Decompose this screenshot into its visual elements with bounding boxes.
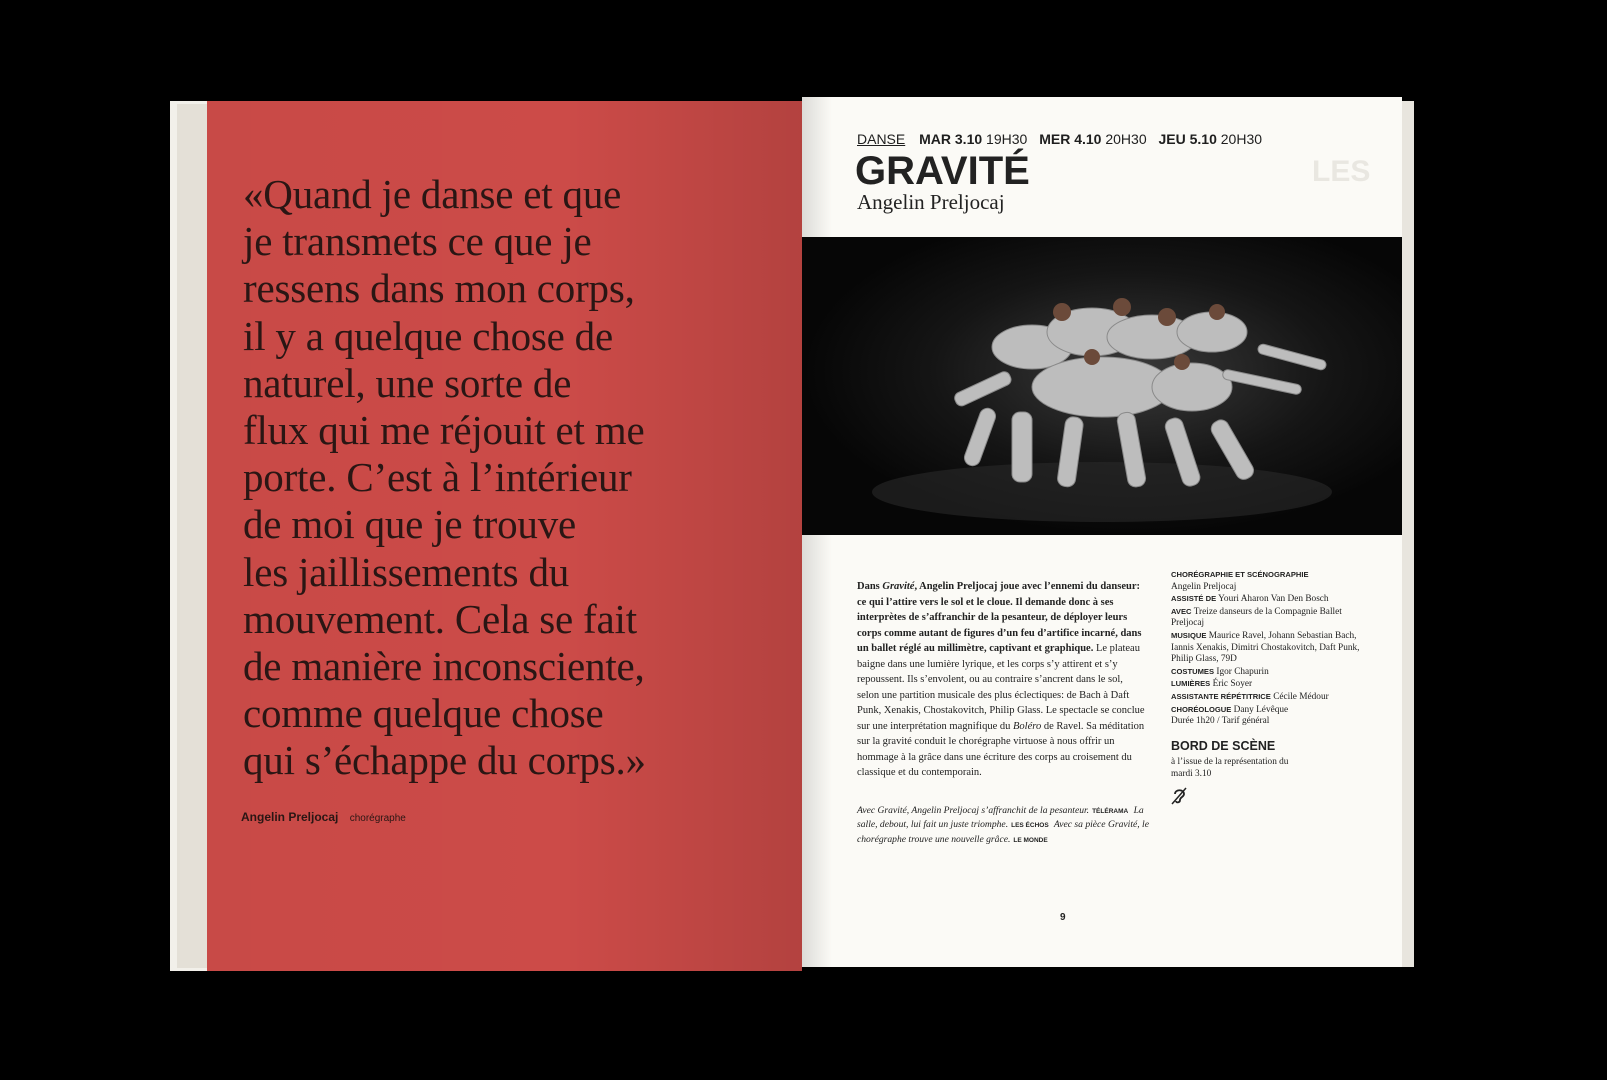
credit-value: Angelin Preljocaj <box>1171 581 1237 592</box>
credit-item <box>1171 593 1371 606</box>
credit-item <box>1171 704 1371 717</box>
bord-de-scene-title: BORD DE SCÈNE <box>1171 739 1276 753</box>
credit-label: LUMIÈRES <box>1171 679 1211 689</box>
date-day: MAR 3.10 <box>919 131 983 147</box>
credit-value: Igor Chapurin <box>1216 666 1269 677</box>
credit-item <box>1171 569 1371 593</box>
press-source: LES ÉCHOS <box>1011 822 1049 830</box>
description-body: Le plateau baigne dans une lumière lyrique, et les corps s’y attirent et s’y repoussent. Ils s’envolent, ou au contraire s’ancrent dans le sol, selon une partition musicale des plus éclectiques: de Bach à Daft Punk, Xenakis, Chostakovitch, Philip Glass. Le spectacle se conclue sur une interprétation magnifique du <box>857 643 1145 732</box>
schedule-line <box>857 131 1270 147</box>
credit-value: Cécile Médour <box>1273 691 1329 702</box>
credit-item <box>1171 678 1371 691</box>
credit-label: MUSIQUE <box>1171 630 1207 640</box>
duration-price: Durée 1h20 / Tarif général <box>1171 716 1270 726</box>
right-page-edge <box>1402 101 1414 967</box>
press-quote: Avec sa pièce Gravité, le chorégraphe trouve une nouvelle grâce. <box>857 819 1149 845</box>
dance-photo <box>802 237 1402 535</box>
show-title: GRAVITÉ <box>855 149 1030 193</box>
press-source: TÉLÉRAMA <box>1092 808 1129 815</box>
credits-list <box>1171 569 1371 716</box>
show-description <box>857 579 1147 781</box>
date-slot <box>1159 131 1263 147</box>
hearing-assist-icon <box>1171 787 1187 809</box>
quote-attribution <box>241 810 406 824</box>
credit-value: Treize danseurs de la Compagnie Ballet Preljocaj <box>1171 606 1342 629</box>
left-page <box>207 101 802 971</box>
credit-value: Youri Aharon Van Den Bosch <box>1218 594 1329 605</box>
credit-item <box>1171 666 1371 679</box>
press-quote: Avec Gravité, Angelin Preljocaj s’affranchit de la pesanteur. <box>857 805 1090 816</box>
left-page-edges-inner <box>177 104 207 968</box>
description-work: Boléro <box>1013 720 1042 732</box>
dancers-illustration <box>802 237 1402 535</box>
credit-label: AVEC <box>1171 606 1192 616</box>
date-time: 19H30 <box>986 131 1028 147</box>
lead-title: Gravité <box>882 581 915 592</box>
bord-de-scene-text: à l’issue de la représentation du mardi 3.10 <box>1171 757 1289 779</box>
show-through-ghost: LES <box>1312 155 1371 188</box>
credit-label: ASSISTANTE RÉPÉTITRICE <box>1171 691 1271 701</box>
press-quotes <box>857 804 1157 847</box>
credit-value: Dany Lévêque <box>1233 704 1289 715</box>
credit-label: ASSISTÉ DE <box>1171 594 1217 604</box>
credit-label: CHORÉGRAPHIE ET SCÉNOGRAPHIE <box>1171 570 1309 579</box>
credit-label: COSTUMES <box>1171 666 1215 676</box>
description-end: de Ravel. Sa méditation sur la gravité conduit le chorégraphe virtuose à nous offrir un hommage à la grâce dans une écriture des corps au croisement du classique et du contemporain. <box>857 720 1145 778</box>
credit-value: Maurice Ravel, Johann Sebastian Bach, Iannis Xenakis, Dimitri Chostakovitch, Daft Punk, Philip Glass, 79D <box>1171 630 1360 665</box>
show-subtitle: Angelin Preljocaj <box>857 190 1005 214</box>
credit-item <box>1171 630 1371 666</box>
date-slot <box>919 131 1027 147</box>
right-page <box>802 97 1402 967</box>
press-quote: La salle, debout, lui fait un juste triomphe. <box>857 805 1144 831</box>
credit-value: Éric Soyer <box>1212 679 1253 690</box>
date-day: MER 4.10 <box>1039 131 1102 147</box>
date-day: JEU 5.10 <box>1158 131 1217 147</box>
lead-rest: , Angelin Preljocaj joue avec l’ennemi du danseur: ce qui l’attire vers le sol et le cloue. Il demande donc à ses interprètes de s’affranchir de la pesanteur, de déployer leurs corps comme autant de figures d’un feu d’artifice incarné, dans un ballet réglé au millimètre, captivant et graphique. <box>857 581 1142 654</box>
credit-label: CHORÉOLOGUE <box>1171 704 1232 714</box>
date-time: 20H30 <box>1220 131 1263 147</box>
pull-quote: «Quand je danse et que je transmets ce que je ressens dans mon corps, il y a quelque chose de naturel, une sorte de flux qui me réjouit et me porte. C’est à l’intérieur de moi que je trouve les jaillissements du mouvement. Cela se fait de manière inconsciente, comme quelque chose qui s’échappe du corps.» <box>243 171 646 784</box>
date-time: 20H30 <box>1105 131 1147 147</box>
attribution-role: chorégraphe <box>349 813 406 824</box>
category-label: DANSE <box>857 131 906 147</box>
date-slot <box>1039 131 1146 147</box>
page-number: 9 <box>1060 912 1066 923</box>
attribution-name: Angelin Preljocaj <box>241 810 339 824</box>
press-source: LE MONDE <box>1013 836 1048 844</box>
credit-item <box>1171 691 1371 704</box>
credit-item <box>1171 606 1371 630</box>
lead-start: Dans <box>857 581 883 592</box>
